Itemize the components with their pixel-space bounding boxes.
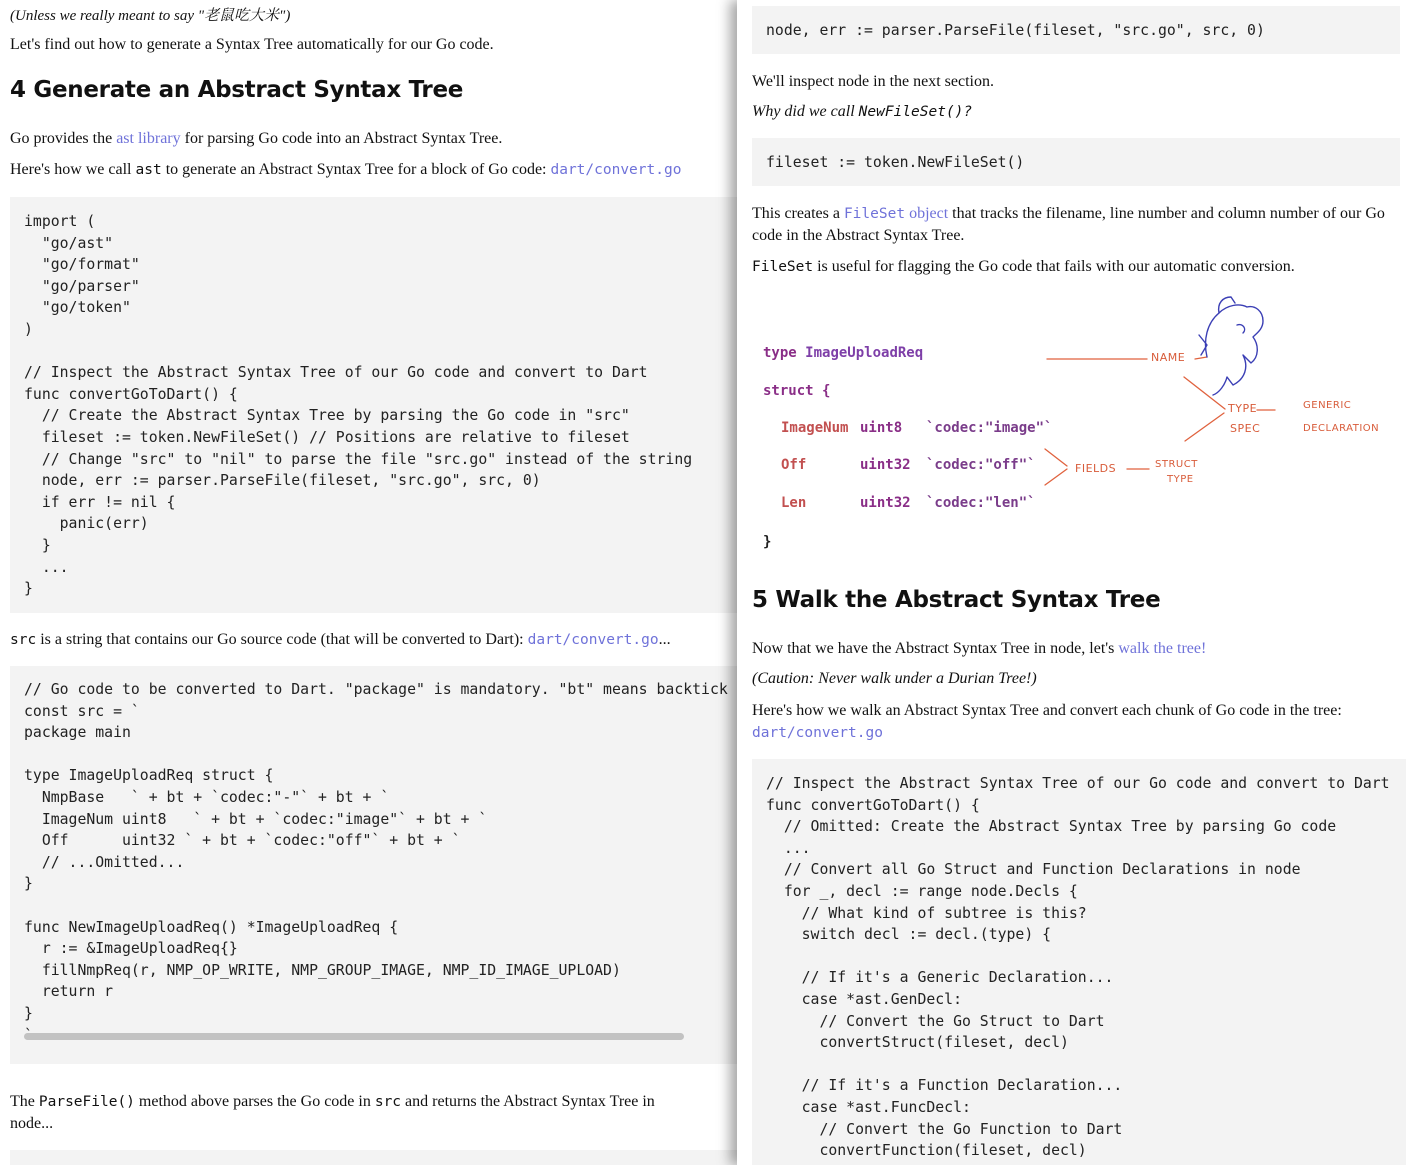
diagram-field-imagenum: ImageNum [781,420,849,436]
horizontal-scrollbar[interactable] [24,1033,684,1040]
diagram-type-line: type ImageUploadReq [763,345,924,361]
diagram-field-len-type: uint32 [860,495,911,511]
creates-paragraph: This creates a FileSet object that tracks the filename, line number and column number of our Go code in the Abstract Syntax Tree. [752,205,1385,244]
label-generic: GENERIC [1303,400,1352,411]
diagram-struct-line: struct { [763,383,831,399]
convert-go-link-3[interactable]: dart/convert.go [752,725,883,741]
how-paragraph: Here's how we call ast to generate an Abstract Syntax Tree for a block of Go code: dart/convert.go [10,161,682,178]
now-paragraph: Now that we have the Abstract Syntax Tree in node, let's walk the tree! [752,640,1207,657]
fileset-object-link[interactable]: FileSet object [843,205,949,222]
walk-the-tree-link[interactable]: walk the tree! [1118,640,1207,657]
intro-text: Let's find out how to generate a Syntax Tree automatically for our Go code. [10,36,494,53]
convert-go-link-2[interactable]: dart/convert.go [527,632,659,648]
parse-paragraph: The ParseFile() method above parses the Go code in src and returns the Abstract Syntax Tree in node... [10,1093,655,1132]
label-name: NAME [1151,351,1186,364]
diagram-field-off: Off [781,457,807,473]
label-struct: STRUCT [1155,459,1198,470]
diagram-close-brace: } [763,534,772,550]
right-page [737,0,1406,1165]
code-src-text: // Go code to be converted to Dart. "package" is mandatory. "bt" means backtick const src = ` package main type ImageUploadReq struct { NmpBase ` + bt + `codec:"-"` + bt + ` ImageNum uint8 ` + bt + `codec:"image"` + bt + ` Off uint32 ` + bt + `codec:"off"` + bt + ` // ...Omitted... } func NewImageUploadReq() *ImageUploadReq { r := &ImageUploadReq{} fillNmpReq(r, NMP_OP_WRITE, NMP_GROUP_IMAGE, NMP_ID_IMAGE_UPLOAD) return r } [24,681,728,1022]
label-declaration: DECLARATION [1303,423,1380,434]
diagram-field-off-tag: `codec:"off"` [926,457,1036,473]
ast-library-link[interactable]: ast library [116,130,181,147]
useful-paragraph: FileSet is useful for flagging the Go code that fails with our automatic conversion. [752,258,1295,275]
why-paragraph: Why did we call NewFileSet()? [752,103,973,120]
label-struct-type: TYPE [1167,474,1194,485]
convert-go-link[interactable]: dart/convert.go [550,162,682,178]
diagram-field-off-type: uint32 [860,457,911,473]
section-heading-5: 5 Walk the Abstract Syntax Tree [752,587,1161,613]
diagram-field-len: Len [781,495,807,511]
label-spec: SPEC [1230,422,1261,435]
caution-paragraph: (Caution: Never walk under a Durian Tree!) [752,670,1037,687]
code-block-src [10,666,737,1064]
code-walk-text: // Inspect the Abstract Syntax Tree of our Go code and convert to Dart func convertGoToDart() { // Omitted: Create the Abstract Syntax Tree by parsing Go code ... // Convert all Go Struct and Function Declarations in node for _, decl := range node.Decls { // What kind of subtree is this? switch decl := decl.(type) { // If it's a Generic Declaration... case *ast.GenDecl: // Convert the Go Struct to Dart convertStruct(fileset, decl) // If it's a Function Declaration... case *ast.FuncDecl: // Convert the Go Function to Dart convertFunction(fileset, decl) [766,775,1390,1160]
diagram-field-imagenum-type: uint8 [860,420,903,436]
intro-italic: (Unless we really meant to say "老鼠吃大米") [10,8,291,24]
here-paragraph: Here's how we walk an Abstract Syntax Tree and convert each chunk of Go code in the tree: dart/convert.go [752,702,1342,741]
code-fileset-text: fileset := token.NewFileSet() [766,154,1025,171]
section-heading-4: 4 Generate an Abstract Syntax Tree [10,77,464,103]
ast-diagram [737,285,1406,565]
code-block-parsefile [752,6,1400,54]
code-block-import [10,197,737,613]
code-parsefile-text: node, err := parser.ParseFile(fileset, "src.go", src, 0) [766,22,1265,39]
ast-paragraph: Go provides the ast library for parsing Go code into an Abstract Syntax Tree. [10,130,503,147]
diagram-field-imagenum-tag: `codec:"image"` [926,420,1053,436]
src-paragraph: src is a string that contains our Go source code (that will be converted to Dart): dart/convert.go... [10,631,671,648]
diagram-field-len-tag: `codec:"len"` [926,495,1036,511]
unicorn-sketch [1199,297,1263,395]
label-fields: FIELDS [1075,462,1117,475]
code-block-walk [752,759,1406,1165]
inspect-paragraph: We'll inspect node in the next section. [752,73,994,90]
code-import-text: import ( "go/ast" "go/format" "go/parser" "go/token" ) // Inspect the Abstract Syntax Tree of our Go code and convert to Dart func convertGoToDart() { // Create the Abstract Syntax Tree by parsing the Go code in "src" fileset := token.NewFileSet() // Positions are relative to fileset // Change "src" to "nil" to parse the file "src.go" instead of the string node, err := parser.ParseFile(fileset, "src.go", src, 0) if err != nil { panic(err) } ... } [24,213,693,598]
label-type: TYPE [1228,402,1258,415]
code-block-cut [10,1150,737,1165]
code-block-fileset [752,138,1400,186]
